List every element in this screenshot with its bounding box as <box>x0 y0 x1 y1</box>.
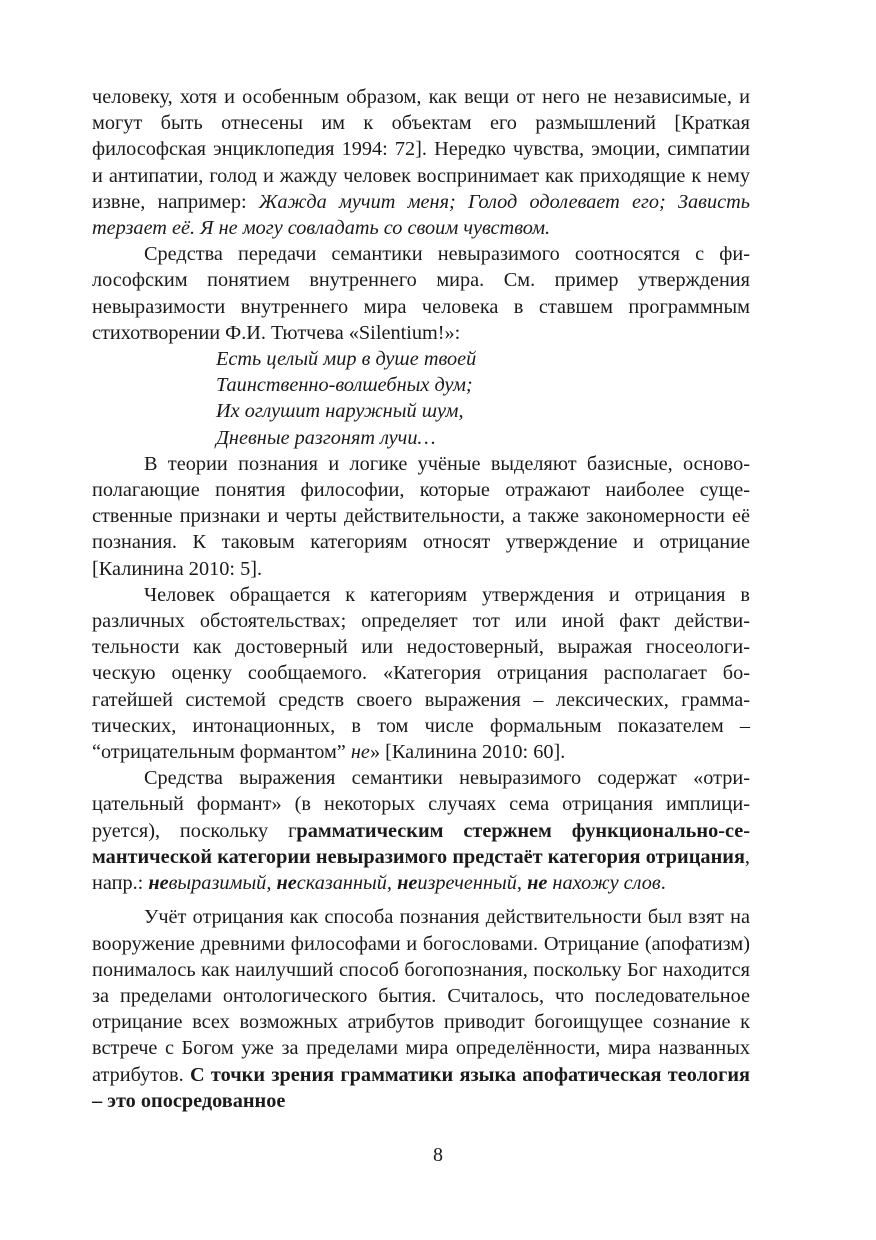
example-2-word: сказанный, <box>296 872 398 895</box>
poem-quote <box>92 346 750 451</box>
paragraph-5-connector: , напр.: <box>92 845 750 895</box>
example-3-prefix: не <box>397 872 418 895</box>
paragraph-5-end: . <box>660 872 666 895</box>
paragraph-5-bold-statement: рамматическим стержнем функционально-семантической категории невыразимого предстаёт категория отрицания <box>92 819 750 868</box>
paragraph-6-bold-statement: С точки зрения грамматики языка апофатическая теология – это опосредованное <box>92 1063 750 1112</box>
example-1-word: выразимый, <box>168 872 277 895</box>
paragraph-2 <box>92 241 750 346</box>
paragraph-6-text: Учёт отрицания как способа познания действительности был взят на вооружение древними философами и богословами. Отрицание (апофатизм) понималось как наилучший способ богопознания, поскольку Бог находится за пределами онтологического бытия. Считалось, что последовательное отрицание всех возможных атрибутов приводит богоищущее сознание к встрече с Богом уже за пределами мира определённости, мира названных атрибутов. <box>92 906 750 1086</box>
paragraph-4 <box>92 582 750 765</box>
example-2-prefix: не <box>276 872 297 895</box>
poem-line-4: Дневные разгонят лучи… <box>216 426 436 449</box>
page-number: 8 <box>433 1144 443 1166</box>
example-1-prefix: не <box>148 872 169 895</box>
paragraph-1-examples: Жажда мучит меня; Голод одолевает его; Зависть терзает её. Я не могу совладать со своим чувством. <box>92 190 751 240</box>
paragraph-2-text: Средства передачи семантики невыразимого соотносятся с философским понятием внутреннего мира. См. пример утверждения невыразимости внутреннего мира человека в ставшем программным стихотворении Ф.И. Тютчева «Silentium!»: <box>92 243 750 344</box>
paragraph-4-text: Человек обращается к категориям утверждения и отрицания в различных обстоятельствах; определяет тот или иной факт действительности как достоверный или недостоверный, выражая гносеологическую оценку сообщаемого. «Категория отрицания располагает богатейшей системой средств своего выражения – лексических, грамматических, интонационных, в том числе формальным показателем – “отрицательным формантом” <box>92 583 750 764</box>
example-4-prefix: не <box>527 872 548 895</box>
paragraph-4-citation: » [Калинина 2010: 60]. <box>369 741 566 764</box>
paragraph-4-formant: не <box>350 741 370 764</box>
paragraph-1-text: человеку, хотя и особенным образом, как вещи от него не независимые, и могут быть отнесены им к объектам его размышлений [Краткая философская энциклопедия 1994: 72]. Нередко чувства, эмоции, симпатии и антипатии, голод и жажду человек воспринимает как приходящие к нему извне, например: <box>92 86 750 213</box>
paragraph-5-text: Средства выражения семантики невыразимого содержат «отрицательный формант» (в некоторых случаях сема отрицания имплицируется), поскольку г <box>92 767 750 842</box>
paragraph-5 <box>92 765 750 896</box>
paragraph-3-text: В теории познания и логике учёные выделяют базисные, основополагающие понятия философии, которые отражают наиболее существенные признаки и черты действительности, а также закономерности её познания. К таковым категориям относят утверждение и отрицание [Калинина 2010: 5]. <box>92 452 750 580</box>
poem-line-3: Их оглушит наружный шум, <box>216 400 464 423</box>
paragraph-1 <box>92 84 750 241</box>
paragraph-3 <box>92 451 750 582</box>
example-4-word: нахожу слов <box>547 872 661 895</box>
poem-line-2: Таинственно-волшебных дум; <box>216 374 473 397</box>
paragraph-6 <box>92 904 750 1114</box>
body-text <box>92 84 750 1114</box>
example-3-word: изреченный, <box>417 872 528 895</box>
poem-line-1: Есть целый мир в душе твоей <box>216 348 477 371</box>
